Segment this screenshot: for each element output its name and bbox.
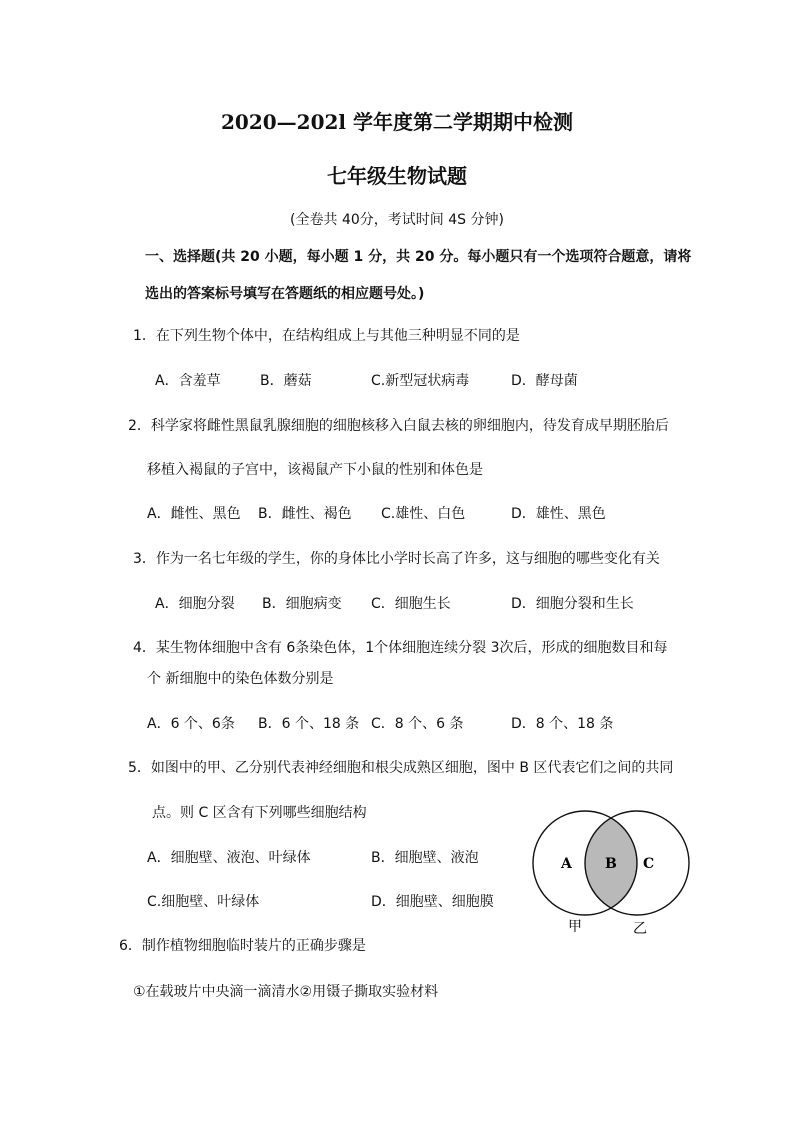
question-1-option-d: D．酵母菌 [511, 373, 578, 389]
question-5-option-a: A．细胞壁、液泡、叶绿体 [147, 850, 311, 866]
venn-label-c: C [643, 856, 655, 872]
question-3-option-a: A．细胞分裂 [155, 596, 235, 612]
question-1-option-a: A．含羞草 [155, 373, 221, 389]
question-3-option-b: B．细胞病变 [262, 596, 342, 612]
question-2-stem-line2: 移植入褐鼠的子宫中，该褐鼠产下小鼠的性别和体色是 [147, 462, 483, 478]
question-2-option-d: D．雄性、黑色 [511, 506, 606, 522]
question-4-stem-line2: 个 新细胞中的染色体数分别是 [147, 671, 334, 687]
question-2-option-c: C.雄性、白色 [381, 506, 466, 522]
question-3-option-c: C．细胞生长 [371, 596, 451, 612]
question-5-option-c: C.细胞壁、叶绿体 [147, 894, 260, 910]
venn-label-b: B [605, 856, 617, 872]
question-5-option-b: B．细胞壁、液泡 [371, 850, 479, 866]
question-5-option-d: D．细胞壁、细胞膜 [371, 894, 494, 910]
question-2-stem-line1: 2．科学家将雌性黑鼠乳腺细胞的细胞核移入白鼠去核的卵细胞内，待发育成早期胚胎后 [128, 418, 669, 434]
question-1-option-b: B．蘑菇 [260, 373, 312, 389]
question-4-stem-line1: 4．某生物体细胞中含有 6条染色体，1个体细胞连续分裂 3次后，形成的细胞数目和每 [133, 640, 668, 656]
exam-title: 2020—202l 学年度第二学期期中检测 [221, 110, 573, 134]
question-4-option-b: B．6 个、18 条 [258, 716, 360, 732]
question-2-option-a: A．雌性、黑色 [147, 506, 241, 522]
venn-label-jia: 甲 [568, 919, 582, 935]
question-5-stem-line1: 5．如图中的甲、乙分别代表神经细胞和根尖成熟区细胞，图中 B 区代表它们之间的共同 [128, 760, 674, 776]
question-1-stem: 1．在下列生物个体中，在结构组成上与其他三种明显不同的是 [133, 328, 520, 344]
question-4-option-d: D．8 个、18 条 [511, 716, 614, 732]
question-4-option-a: A．6 个、6条 [147, 716, 235, 732]
venn-label-yi: 乙 [633, 921, 647, 937]
question-6-stem: 6．制作植物细胞临时装片的正确步骤是 [119, 938, 366, 954]
question-3-stem: 3．作为一名七年级的学生，你的身体比小学时长高了许多，这与细胞的哪些变化有关 [133, 551, 660, 567]
question-3-option-d: D．细胞分裂和生长 [511, 596, 634, 612]
venn-label-a: A [561, 856, 572, 872]
exam-note: (全卷共 40分，考试时间 4S 分钟) [290, 212, 504, 228]
question-1-option-c: C.新型冠状病毒 [371, 373, 470, 389]
question-6-steps: ①在载玻片中央滴一滴清水②用镊子撕取实验材料 [133, 984, 439, 1000]
question-5-stem-line2: 点。则 C 区含有下列哪些细胞结构 [152, 805, 367, 821]
exam-subtitle: 七年级生物试题 [327, 164, 467, 188]
question-2-option-b: B．雌性、褐色 [258, 506, 352, 522]
section-heading-line2: 选出的答案标号填写在答题纸的相应题号处。) [145, 286, 425, 302]
question-4-option-c: C．8 个、6 条 [371, 716, 464, 732]
section-heading-line1: 一、选择题(共 20 小题，每小题 1 分，共 20 分。每小题只有一个选项符合题意，请将 [145, 249, 692, 265]
venn-diagram [525, 810, 695, 940]
